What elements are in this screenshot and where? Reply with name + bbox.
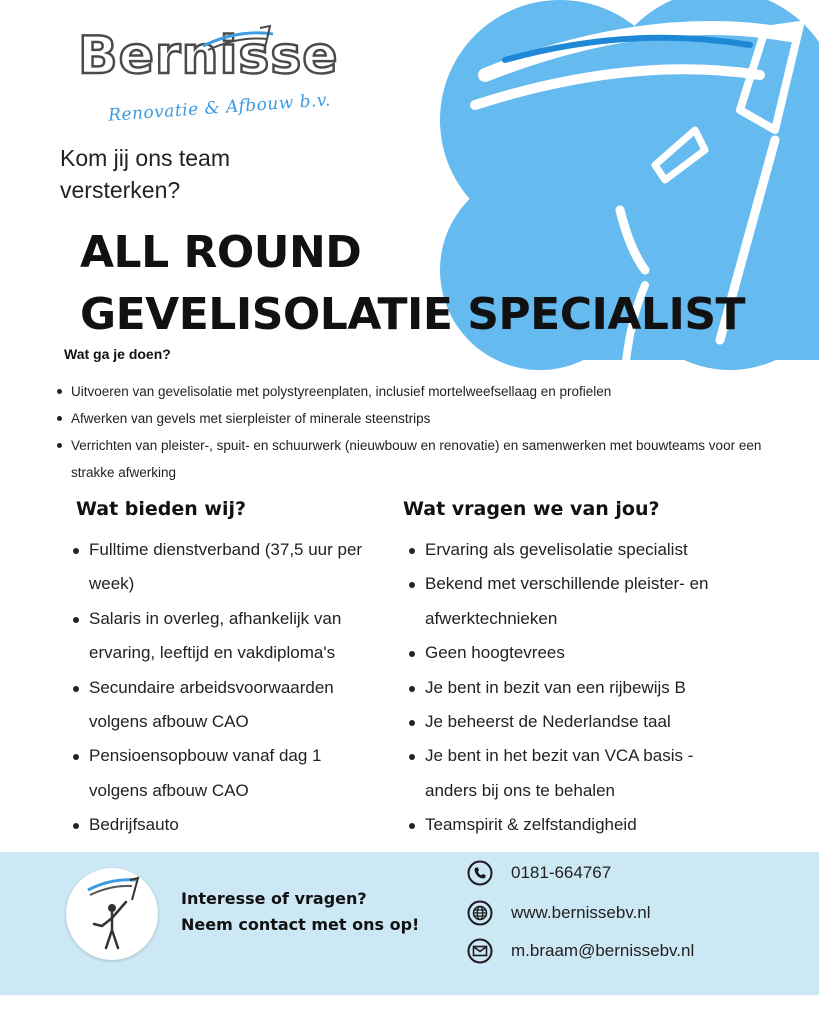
list-item: Geen hoogtevrees [409, 636, 739, 670]
tasks-list [51, 378, 791, 486]
contact-email[interactable] [467, 937, 694, 965]
requirements-list [409, 533, 739, 843]
tagline: Kom jij ons team versterken? [60, 145, 231, 203]
offer-list [73, 533, 383, 843]
logo-wordmark: Bernisse [78, 26, 339, 86]
logo-swoosh-icon [198, 24, 278, 54]
website-link[interactable]: www.bernissebv.nl [511, 903, 651, 922]
job-title-line-2: GEVELISOLATIE SPECIALIST [80, 289, 746, 340]
phone-icon [467, 860, 493, 886]
tasks-heading: Wat ga je doen? [64, 346, 171, 362]
list-item: Verrichten van pleister-, spuit- en schuurwerk (nieuwbouw en renovatie) en samenwerken met bouwteams voor een strakke afwerking [51, 432, 791, 486]
job-title-line-1: ALL ROUND [80, 227, 362, 278]
offer-heading: Wat bieden wij? [76, 498, 247, 520]
list-item: Je bent in bezit van een rijbewijs B [409, 671, 739, 705]
list-item: Salaris in overleg, afhankelijk van ervaring, leeftijd en vakdiploma's [73, 602, 383, 671]
list-item: Fulltime dienstverband (37,5 uur per week) [73, 533, 383, 602]
worker-badge [66, 868, 158, 960]
list-item: Bekend met verschillende pleister- en afwerktechnieken [409, 567, 739, 636]
list-item: Uitvoeren van gevelisolatie met polystyreenplaten, inclusief mortelweefsellaag en profielen [51, 378, 791, 405]
plasterer-icon [66, 868, 158, 960]
list-item: Teamspirit & zelfstandigheid [409, 808, 739, 842]
cta-line-2: Neem contact met ons op! [181, 915, 420, 934]
requirements-heading: Wat vragen we van jou? [403, 498, 660, 520]
list-item: Secundaire arbeidsvoorwaarden volgens afbouw CAO [73, 671, 383, 740]
contact-call-to-action [181, 886, 419, 938]
job-title [80, 222, 745, 346]
mail-icon [467, 938, 493, 964]
phone-number[interactable]: 0181-664767 [511, 863, 612, 882]
contact-website[interactable] [467, 899, 651, 927]
list-item: Ervaring als gevelisolatie specialist [409, 533, 739, 567]
list-item: Afwerken van gevels met sierpleister of minerale steenstrips [51, 405, 791, 432]
logo-subtitle: Renovatie & Afbouw b.v. [107, 90, 332, 126]
list-item: Je bent in het bezit van VCA basis - anders bij ons te behalen [409, 739, 739, 808]
globe-icon [467, 900, 493, 926]
cta-line-1: Interesse of vragen? [181, 889, 367, 908]
list-item: Pensioensopbouw vanaf dag 1 volgens afbouw CAO [73, 739, 383, 808]
contact-phone[interactable] [467, 859, 611, 887]
list-item: Bedrijfsauto [73, 808, 383, 842]
company-logo [78, 26, 358, 130]
list-item: Je beheerst de Nederlandse taal [409, 705, 739, 739]
email-link[interactable]: m.braam@bernissebv.nl [511, 941, 695, 960]
